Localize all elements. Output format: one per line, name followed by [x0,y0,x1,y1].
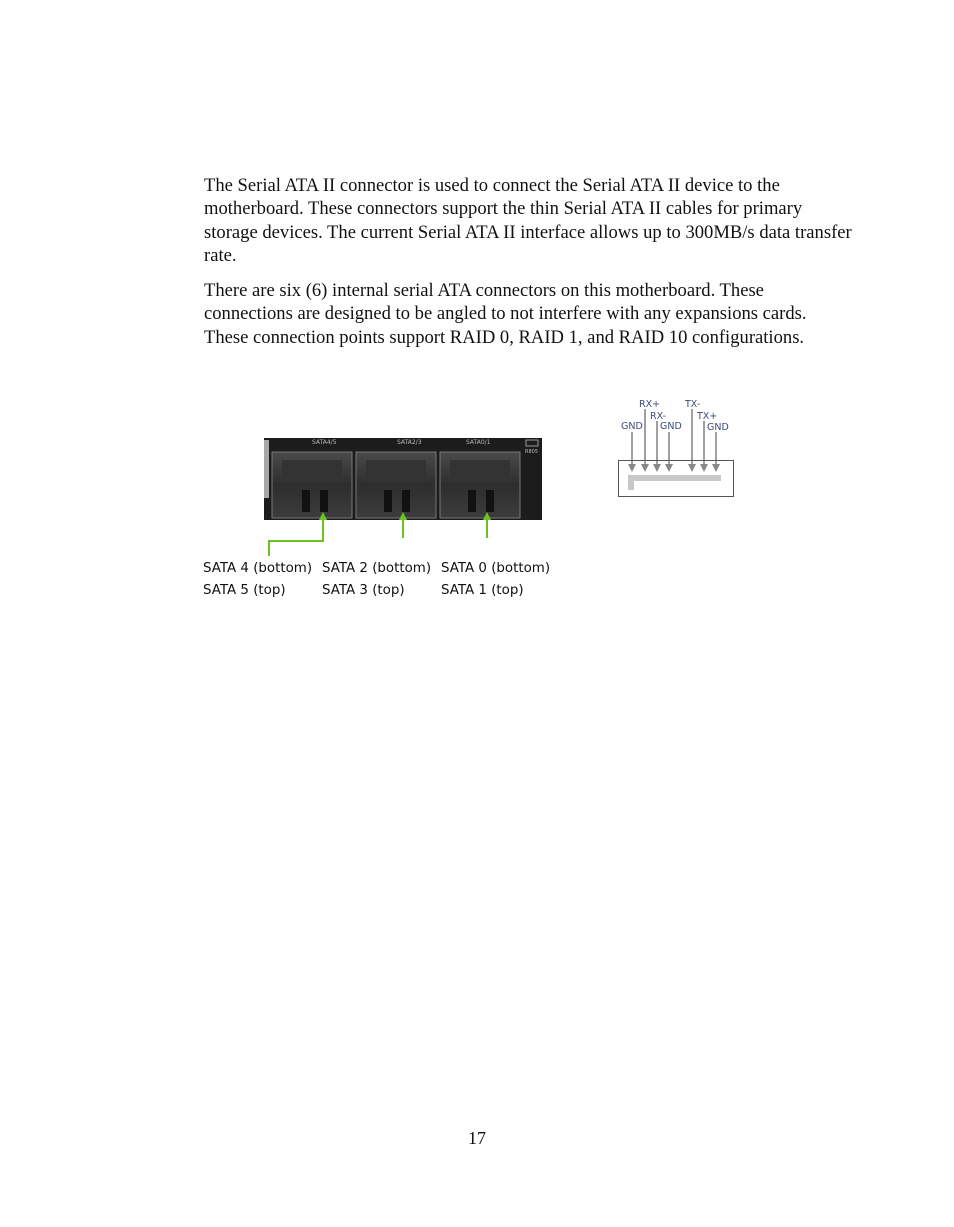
caption-top-label: SATA 1 (top) [441,583,524,598]
arrowhead-sata23 [399,512,407,520]
connector-key [631,478,721,490]
silkscreen-sata01: SATA0/1 [466,439,491,446]
caption-bottom-label: SATA 2 (bottom) [322,561,432,576]
pin-label-rx-minus: RX- [650,411,667,422]
connectors-paragraph: There are six (6) internal serial ATA connectors on this motherboard. These connections are designed to be angled to not interfere with any expansions cards. These connection points support RAID 0, RAID 1, and RAID 10 configurations. [204,280,807,348]
pin-label-gnd-2: GND [660,421,682,432]
pin-label-tx-minus: TX- [685,399,701,410]
caption-bottom-label: SATA 4 (bottom) [203,561,313,576]
arrowhead-sata45 [319,512,327,520]
arrowhead-sata01 [483,512,491,520]
caption-sata-01 [441,558,550,602]
sata-pinout-diagram [610,394,740,500]
pin-arrow-3 [653,464,661,472]
caption-top-label: SATA 3 (top) [322,583,405,598]
page-number: 17 [468,1128,486,1148]
intro-paragraph: The Serial ATA II connector is used to connect the Serial ATA II device to the motherboard. These connectors support the thin Serial ATA II cables for primary storage devices. The current Serial ATA II interface allows up to 300MB/s data transfer rate. [204,175,852,266]
pin-arrow-2 [641,464,649,472]
pin-label-tx-plus: TX+ [697,411,718,422]
pointer-arrows [264,508,504,558]
pin-label-rx-plus: RX+ [639,399,661,410]
pin-arrow-5 [688,464,696,472]
pin-label-gnd-3: GND [707,422,729,433]
silkscreen-sata45: SATA4/5 [312,439,337,446]
pin-arrow-4 [665,464,673,472]
caption-sata-23 [322,558,431,602]
caption-bottom-label: SATA 0 (bottom) [441,561,551,576]
pin-arrow-1 [628,464,636,472]
pin-arrow-7 [712,464,720,472]
silkscreen-r805: R805 [525,449,539,455]
pcb-edge [264,440,269,498]
pin-arrow-6 [700,464,708,472]
caption-sata-45 [203,558,312,602]
caption-top-label: SATA 5 (top) [203,583,286,598]
silkscreen-sata23: SATA2/3 [397,439,422,446]
arrow-sata45 [269,516,323,556]
pin-label-gnd-1: GND [621,421,643,432]
